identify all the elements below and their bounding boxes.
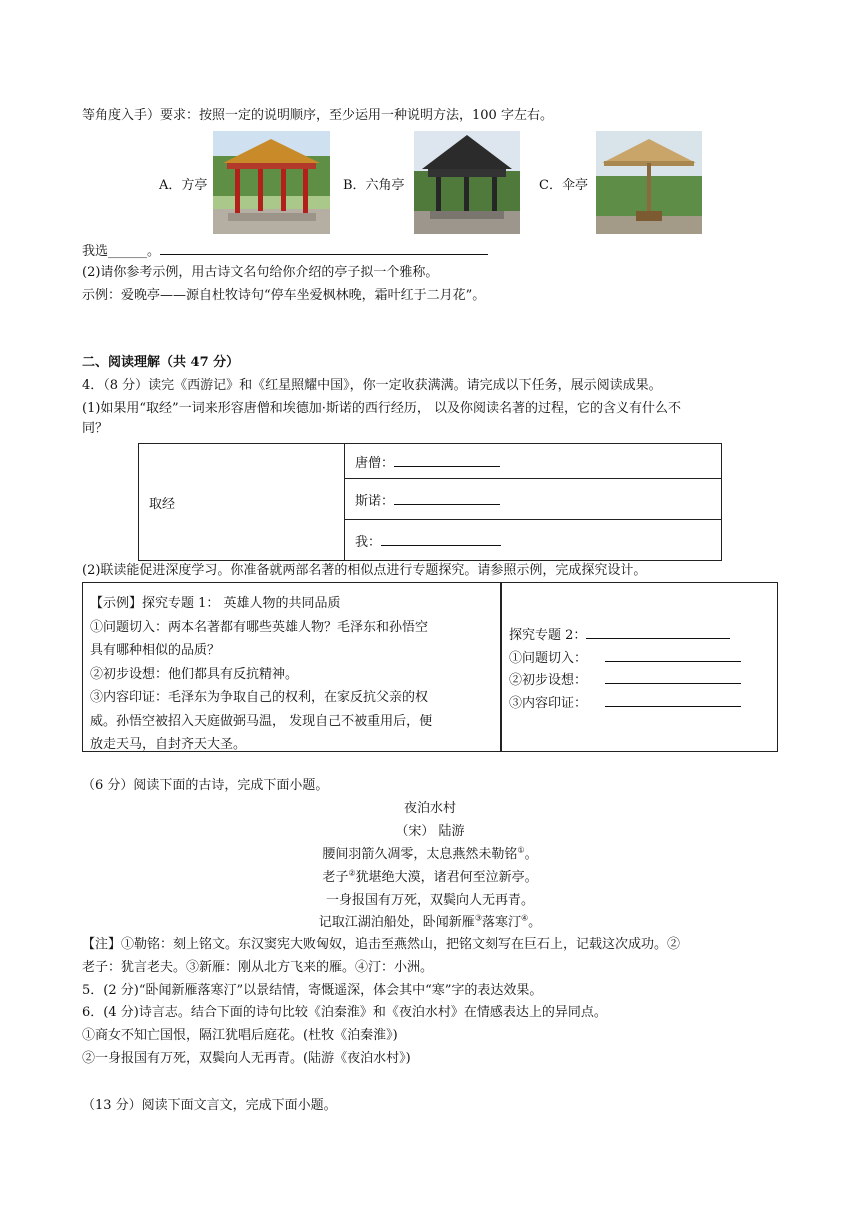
- table-row: [345, 444, 722, 479]
- row-label-me: 我：: [355, 534, 382, 550]
- classical-intro: （13 分）阅读下面文言文，完成下面小题。: [82, 1098, 337, 1113]
- example-line: ②初步设想：他们都具有反抗精神。: [90, 666, 299, 682]
- example-line: 【示例】探究专题 1： 英雄人物的共同品质: [90, 596, 341, 611]
- note-line-2: 老子：犹言老夫。③新雁：刚从北方飞来的雁。④汀：小洲。: [82, 960, 434, 975]
- choose-label: 我选______。: [82, 244, 161, 259]
- note-line-1: 【注】①勒铭：刻上铭文。东汉窦宪大败匈奴，追击至燕然山，把铭文刻写在巨石上，记载这次成功。②: [82, 937, 681, 952]
- q3-2-text: (2)请你参考示例，用古诗文名句给你介绍的亭子拟一个雅称。: [82, 265, 439, 280]
- q6-item-1: ①商女不知亡国恨，隔江犹唱后庭花。(杜牧《泊秦淮》): [82, 1028, 398, 1043]
- poem-line-4: 记取江湖泊船处，卧闻新雁③落寒汀④。: [318, 913, 542, 930]
- option-c-label: C．伞亭: [539, 178, 588, 193]
- example-line: 放走天马，自封齐天大圣。: [90, 737, 247, 752]
- hexagonal-pavilion-image: [414, 131, 520, 234]
- example-line: ①问题切入：两本名著都有哪些英雄人物？毛泽东和孙悟空: [90, 619, 429, 635]
- poem-line-1: 腰间羽箭久凋零，太息燕然未勒铭①。: [322, 845, 538, 862]
- q4-intro: 4．（8 分）读完《西游记》和《红星照耀中国》，你一定收获满满。请完成以下任务，展示阅读成果。: [82, 378, 662, 393]
- row-label-tangseng: 唐僧：: [355, 455, 395, 471]
- topic2-blank[interactable]: [605, 671, 741, 684]
- example-line: 具有哪种相似的品质？: [90, 643, 221, 658]
- option-b-label: B．六角亭: [343, 178, 405, 193]
- topic2-item: ②初步设想：: [509, 673, 588, 688]
- q4-1-line1: (1)如果用“取经”一词来形容唐僧和埃德加·斯诺的西行经历， 以及你阅读名著的过程，它的含义有什么不: [82, 401, 681, 416]
- intro-line: 等角度入手）要求：按照一定的说明顺序，至少运用一种说明方法，100 字左右。: [82, 108, 553, 123]
- poem-line-2: 老子②犹堪绝大漠，诸君何至泣新亭。: [322, 868, 538, 885]
- q5-text: 5．(2 分)“卧闻新雁落寒汀”以景结情，寄慨遥深，体会其中“寒”字的表达效果。: [82, 983, 543, 998]
- blank-snow[interactable]: [394, 492, 500, 505]
- blank-me[interactable]: [381, 533, 501, 546]
- example-line: ③内容印证：毛泽东为争取自己的权利，在家反抗父亲的权: [90, 690, 429, 705]
- topic2-blank[interactable]: [605, 694, 741, 707]
- q4-2-text: (2)联读能促进深度学习。你准备就两部名著的相似点进行专题探究。请参照示例，完成探究设计。: [82, 563, 647, 578]
- answer-blank[interactable]: [160, 242, 488, 255]
- topic2-item: ③内容印证：: [509, 695, 588, 711]
- topic2-content: [509, 625, 741, 715]
- q6-item-2: ②一身报国有万死，双鬓向人无再青。(陆游《夜泊水村》): [82, 1051, 411, 1066]
- example-content: [90, 592, 432, 757]
- poem-author: （宋） 陆游: [395, 824, 465, 839]
- table-row: [345, 479, 722, 520]
- square-pavilion-image: [213, 131, 330, 234]
- option-a-label: A．方亭: [159, 178, 208, 193]
- q4-1-line2: 同？: [82, 421, 109, 436]
- umbrella-pavilion-image: [596, 131, 702, 234]
- answer-table: [138, 443, 722, 561]
- choose-line: [82, 242, 488, 261]
- table-head: 取经: [139, 444, 345, 561]
- poem-intro: （6 分）阅读下面的古诗，完成下面小题。: [82, 778, 329, 793]
- topic2-item: ①问题切入：: [509, 650, 588, 666]
- topic2-blank[interactable]: [586, 626, 730, 639]
- topic2-blank[interactable]: [605, 649, 741, 662]
- row-label-snow: 斯诺：: [355, 493, 395, 509]
- section2-title: 二、阅读理解（共 47 分）: [82, 355, 240, 370]
- poem-line-3: 一身报国有万死，双鬓向人无再青。: [325, 893, 534, 908]
- table-row: [345, 520, 722, 561]
- topic2-title: 探究专题 2：: [509, 628, 587, 643]
- blank-tangseng[interactable]: [394, 454, 500, 467]
- q3-2-example: 示例：爱晚亭——源自杜牧诗句“停车坐爱枫林晚，霜叶红于二月花”。: [82, 288, 486, 303]
- q6-text: 6．(4 分)诗言志。结合下面的诗句比较《泊秦淮》和《夜泊水村》在情感表达上的异同点。: [82, 1005, 607, 1020]
- poem-title: 夜泊水村: [403, 801, 456, 816]
- example-line: 威。孙悟空被招入天庭做弼马温， 发现自己不被重用后，便: [90, 713, 433, 729]
